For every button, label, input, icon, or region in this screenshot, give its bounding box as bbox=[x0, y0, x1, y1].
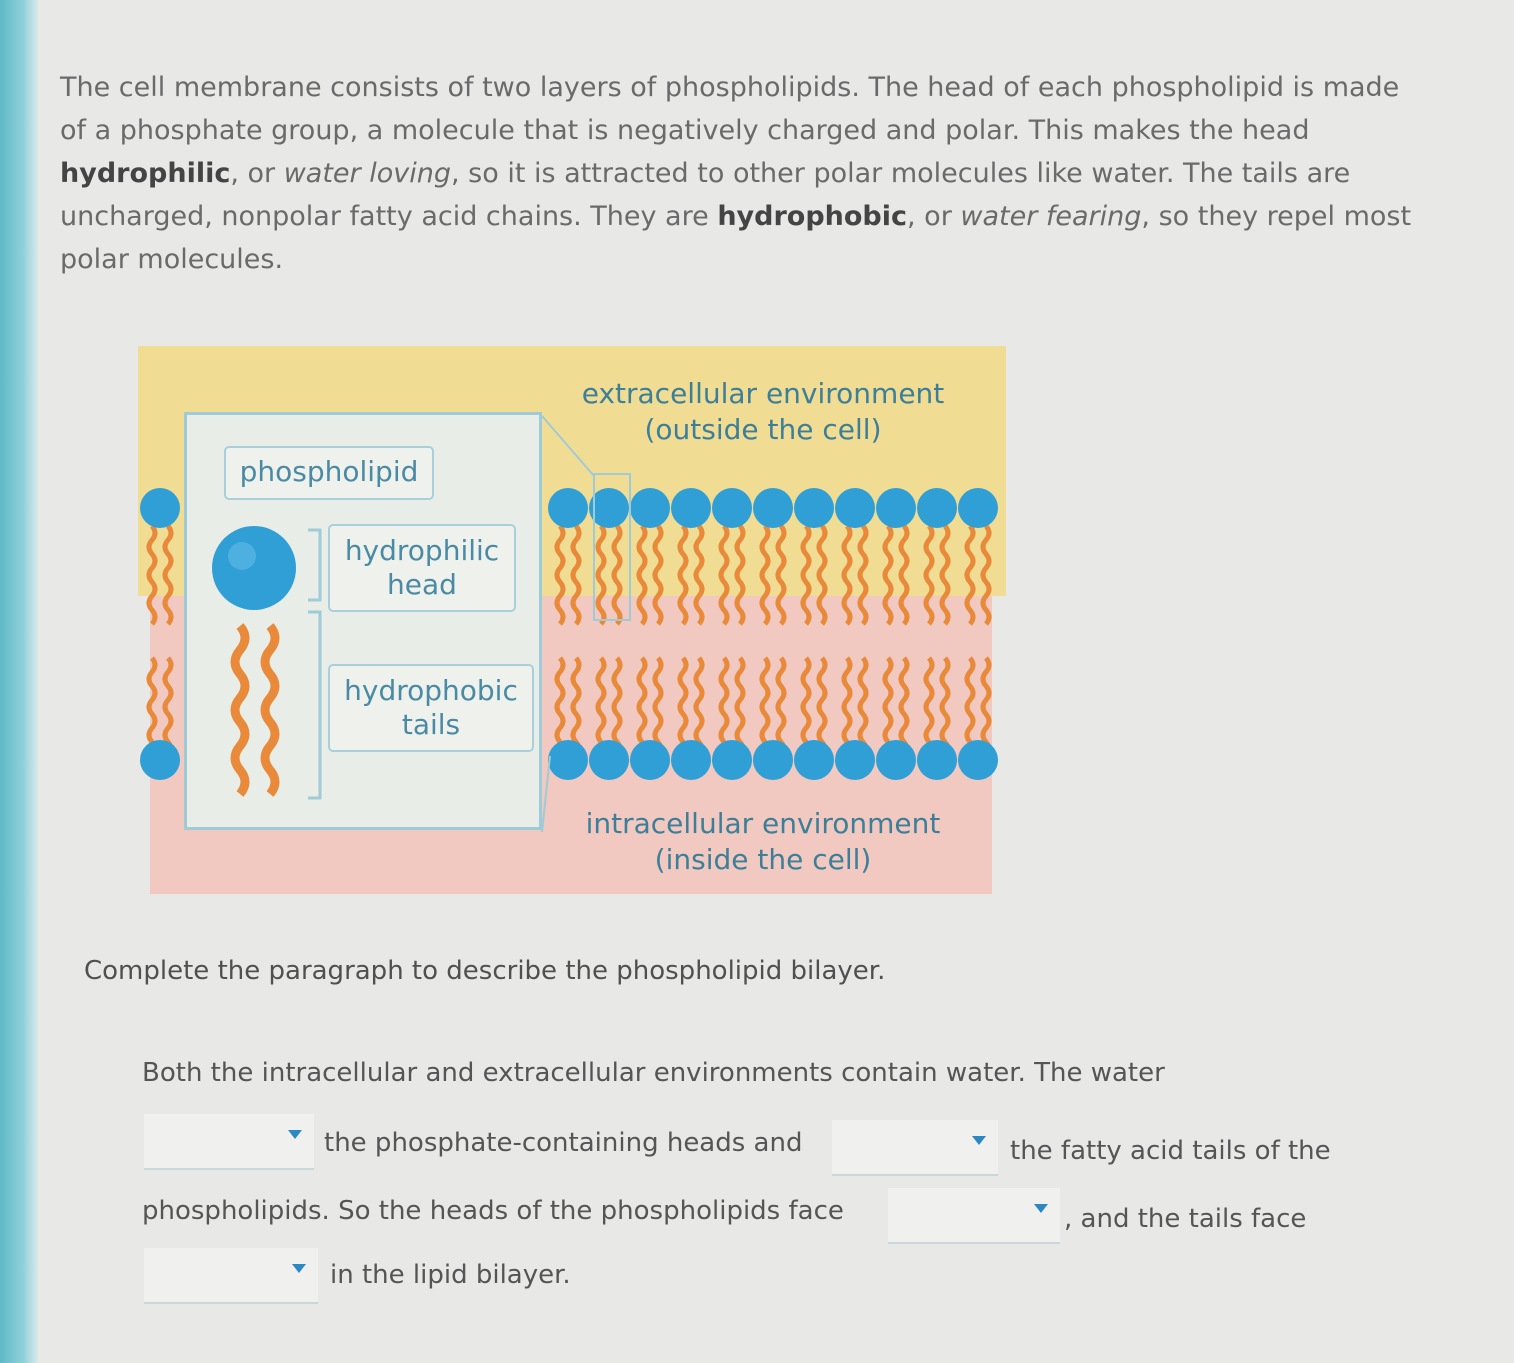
hydrophobic-tails-label bbox=[328, 664, 534, 752]
extracellular-label bbox=[568, 376, 958, 448]
tails-label-line1: hydrophobic bbox=[344, 674, 518, 707]
paragraph-seg-c: phospholipids. So the heads of the phospholipids face bbox=[142, 1196, 844, 1226]
caret-down-icon bbox=[972, 1136, 986, 1145]
intro-paragraph bbox=[60, 66, 1430, 281]
dropdown-1[interactable] bbox=[144, 1114, 314, 1170]
paragraph-seg-d: , and the tails face bbox=[1064, 1204, 1307, 1234]
term-water-loving: water loving bbox=[283, 158, 451, 189]
paragraph-seg-e: in the lipid bilayer. bbox=[330, 1260, 571, 1290]
question-prompt: Complete the paragraph to describe the phospholipid bilayer. bbox=[84, 956, 886, 986]
phospholipid-label: phospholipid bbox=[224, 446, 434, 500]
head-label-line1: hydrophilic bbox=[344, 534, 500, 567]
intracellular-label bbox=[568, 806, 958, 878]
head-label-line2: head bbox=[387, 568, 457, 601]
intro-text: , or bbox=[230, 158, 284, 189]
term-water-fearing: water fearing bbox=[960, 201, 1142, 232]
paragraph-seg-b: the fatty acid tails of the bbox=[1010, 1136, 1331, 1166]
intracellular-line2: (inside the cell) bbox=[654, 843, 872, 876]
dropdown-2[interactable] bbox=[832, 1120, 998, 1176]
intro-text: , so they repel most polar molecules. bbox=[60, 201, 1412, 275]
bilayer-diagram bbox=[138, 346, 1006, 898]
extracellular-line1: extracellular environment bbox=[581, 377, 945, 410]
intracellular-line1: intracellular environment bbox=[585, 807, 941, 840]
caret-down-icon bbox=[292, 1264, 306, 1273]
paragraph-line-1: Both the intracellular and extracellular environments contain water. The water bbox=[142, 1058, 1165, 1088]
caret-down-icon bbox=[1034, 1204, 1048, 1213]
term-hydrophobic: hydrophobic bbox=[717, 201, 908, 232]
dropdown-3[interactable] bbox=[888, 1188, 1060, 1244]
page-left-edge bbox=[0, 0, 38, 1363]
dropdown-4[interactable] bbox=[144, 1248, 318, 1304]
extracellular-line2: (outside the cell) bbox=[644, 413, 882, 446]
intro-text: The cell membrane consists of two layers of phospholipids. The head of each phospholipid is made of a phosphate group, a molecule that is negatively charged and polar. This makes the head bbox=[60, 72, 1400, 146]
term-hydrophilic: hydrophilic bbox=[60, 158, 231, 189]
intro-text: , or bbox=[907, 201, 961, 232]
paragraph-seg-a: the phosphate-containing heads and bbox=[324, 1128, 803, 1158]
intro-text: , so it is attracted to other polar molecules like water. The tails are uncharged, nonpolar fatty acid chains. They are bbox=[60, 158, 1351, 232]
caret-down-icon bbox=[288, 1130, 302, 1139]
hydrophilic-head-label bbox=[328, 524, 516, 612]
tails-label-line2: tails bbox=[401, 708, 461, 741]
